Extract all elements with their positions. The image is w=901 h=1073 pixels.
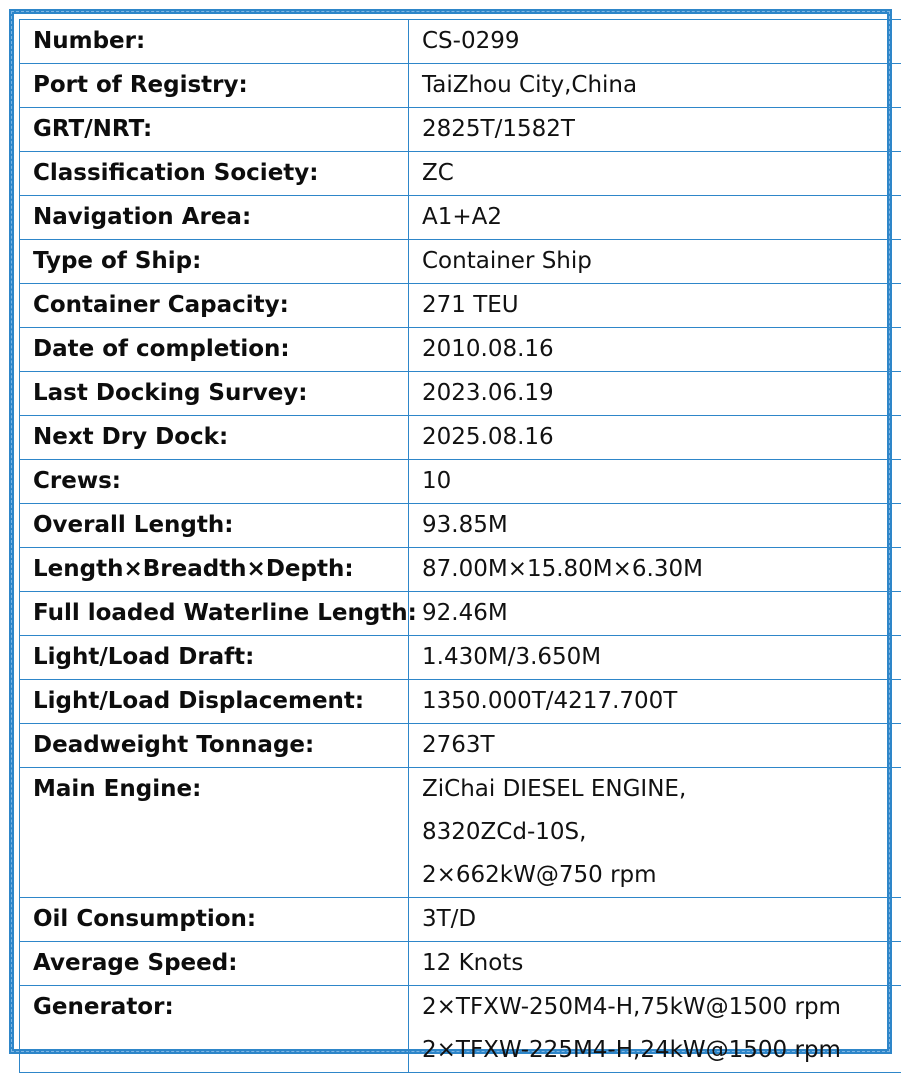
spec-value: [409, 724, 901, 768]
spec-value-line: 1.430M/3.650M: [422, 636, 901, 679]
ship-spec-table: [19, 19, 901, 1073]
spec-row: [20, 284, 901, 328]
spec-label: Main Engine:: [20, 768, 409, 898]
spec-value-line: 8320ZCd-10S,: [422, 811, 901, 854]
spec-value: [409, 460, 901, 504]
spec-row: [20, 548, 901, 592]
spec-label: Classification Society:: [20, 152, 409, 196]
spec-label: Type of Ship:: [20, 240, 409, 284]
spec-value: [409, 196, 901, 240]
spec-row: [20, 460, 901, 504]
spec-value-line: 2763T: [422, 724, 901, 767]
spec-label: GRT/NRT:: [20, 108, 409, 152]
spec-value: [409, 416, 901, 460]
spec-value-line: 2010.08.16: [422, 328, 901, 371]
spec-value: [409, 986, 901, 1073]
spec-value-line: ZC: [422, 152, 901, 195]
spec-value-line: CS-0299: [422, 20, 901, 63]
spec-value: [409, 592, 901, 636]
spec-value-line: 2×TFXW-225M4-H,24kW@1500 rpm: [422, 1029, 901, 1072]
spec-value: [409, 152, 901, 196]
spec-row: [20, 64, 901, 108]
spec-label: Container Capacity:: [20, 284, 409, 328]
spec-label: Next Dry Dock:: [20, 416, 409, 460]
spec-value-line: 2023.06.19: [422, 372, 901, 415]
spec-value: [409, 636, 901, 680]
spec-value: [409, 64, 901, 108]
spec-row: [20, 504, 901, 548]
spec-row: [20, 680, 901, 724]
spec-value-line: 2×662kW@750 rpm: [422, 854, 901, 897]
spec-value: [409, 680, 901, 724]
spec-row: [20, 768, 901, 898]
spec-label: Light/Load Draft:: [20, 636, 409, 680]
spec-value: [409, 240, 901, 284]
spec-value-line: ZiChai DIESEL ENGINE,: [422, 768, 901, 811]
spec-label: Crews:: [20, 460, 409, 504]
spec-value: [409, 898, 901, 942]
spec-label: Date of completion:: [20, 328, 409, 372]
spec-value: [409, 108, 901, 152]
spec-value: [409, 328, 901, 372]
spec-row: [20, 942, 901, 986]
spec-value-line: A1+A2: [422, 196, 901, 239]
spec-sheet-frame: [9, 9, 892, 1054]
spec-value-line: 10: [422, 460, 901, 503]
spec-label: Navigation Area:: [20, 196, 409, 240]
spec-value: [409, 372, 901, 416]
spec-label: Average Speed:: [20, 942, 409, 986]
spec-label: Light/Load Displacement:: [20, 680, 409, 724]
spec-value-line: 93.85M: [422, 504, 901, 547]
spec-value-line: 2×TFXW-250M4-H,75kW@1500 rpm: [422, 986, 901, 1029]
spec-label: Generator:: [20, 986, 409, 1073]
spec-value-line: 1350.000T/4217.700T: [422, 680, 901, 723]
spec-row: [20, 108, 901, 152]
spec-value: [409, 548, 901, 592]
spec-label: Oil Consumption:: [20, 898, 409, 942]
spec-row: [20, 416, 901, 460]
spec-value: [409, 284, 901, 328]
spec-row: [20, 328, 901, 372]
spec-label: Full loaded Waterline Length:: [20, 592, 409, 636]
spec-value-line: 12 Knots: [422, 942, 901, 985]
spec-row: [20, 196, 901, 240]
spec-label: Port of Registry:: [20, 64, 409, 108]
spec-value-line: 92.46M: [422, 592, 901, 635]
spec-label: Deadweight Tonnage:: [20, 724, 409, 768]
spec-value-line: 271 TEU: [422, 284, 901, 327]
spec-row: [20, 152, 901, 196]
spec-value: [409, 20, 901, 64]
spec-value-line: 2025.08.16: [422, 416, 901, 459]
spec-label: Number:: [20, 20, 409, 64]
spec-row: [20, 372, 901, 416]
spec-value: [409, 942, 901, 986]
spec-row: [20, 636, 901, 680]
spec-value-line: 2825T/1582T: [422, 108, 901, 151]
spec-value: [409, 768, 901, 898]
spec-value-line: TaiZhou City,China: [422, 64, 901, 107]
spec-label: Last Docking Survey:: [20, 372, 409, 416]
spec-row: [20, 898, 901, 942]
spec-value-line: 3T/D: [422, 898, 901, 941]
spec-value-line: Container Ship: [422, 240, 901, 283]
spec-label: Overall Length:: [20, 504, 409, 548]
spec-row: [20, 592, 901, 636]
spec-label: Length×Breadth×Depth:: [20, 548, 409, 592]
spec-value-line: 87.00M×15.80M×6.30M: [422, 548, 901, 591]
spec-row: [20, 724, 901, 768]
spec-value: [409, 504, 901, 548]
spec-row: [20, 240, 901, 284]
spec-row: [20, 986, 901, 1073]
spec-row: [20, 20, 901, 64]
spec-table-body: [20, 20, 901, 1073]
